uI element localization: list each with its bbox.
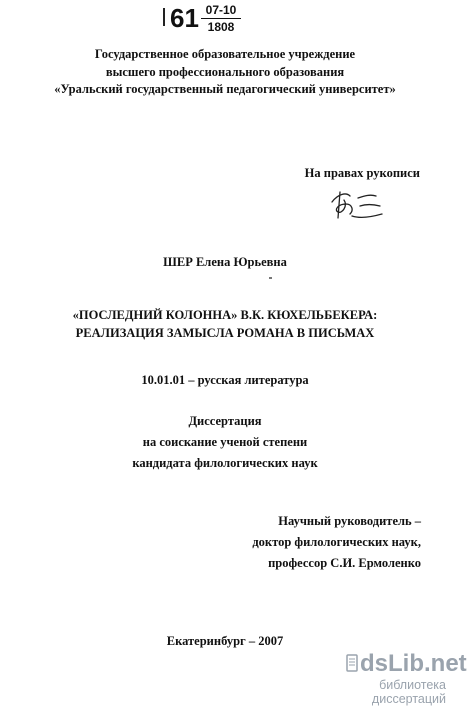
degree-line-2: на соискание ученой степени xyxy=(142,435,308,449)
institution-line-2: высшего профессионального образования xyxy=(105,65,345,79)
watermark-logo-icon xyxy=(346,654,358,672)
supervisor-line-1: Научный руководитель – xyxy=(278,514,421,528)
supervisor-line-3: профессор С.И. Ермоленко xyxy=(268,556,421,570)
city-year: Екатеринбург – 2007 xyxy=(166,634,284,648)
watermark xyxy=(306,648,467,706)
author-name: ШЕР Елена Юрьевна xyxy=(163,255,287,269)
catalog-stamp-fraction xyxy=(201,3,241,34)
institution-line-1: Государственное образовательное учреждение xyxy=(94,47,356,61)
dissertation-title-line-1: «ПОСЛЕДНИЙ КОЛОННА» В.К. КЮХЕЛЬБЕКЕРА: xyxy=(72,308,378,322)
catalog-stamp-denominator: 1808 xyxy=(207,20,235,34)
dissertation-title-line-2: РЕАЛИЗАЦИЯ ЗАМЫСЛА РОМАНА В ПИСЬМАХ xyxy=(75,326,375,340)
specialty: 10.01.01 – русская литература xyxy=(141,373,309,387)
watermark-brand: dsLib.net xyxy=(360,650,467,677)
degree-line-3: кандидата филологических наук xyxy=(132,456,318,470)
catalog-stamp-numerator: 07-10 xyxy=(205,3,237,17)
degree-line-1: Диссертация xyxy=(188,414,262,428)
manuscript-note: На правах рукописи xyxy=(304,166,420,180)
supervisor-line-2: доктор филологических наук, xyxy=(252,535,421,549)
stamp-mark xyxy=(163,8,165,26)
catalog-stamp-number: 61 xyxy=(170,3,199,33)
watermark-subtitle: библиотека диссертаций xyxy=(371,678,446,706)
institution-line-3: «Уральский государственный педагогический университет» xyxy=(54,82,396,96)
signature-icon xyxy=(328,188,388,227)
fraction-bar xyxy=(201,18,241,19)
scan-speck xyxy=(269,277,272,279)
